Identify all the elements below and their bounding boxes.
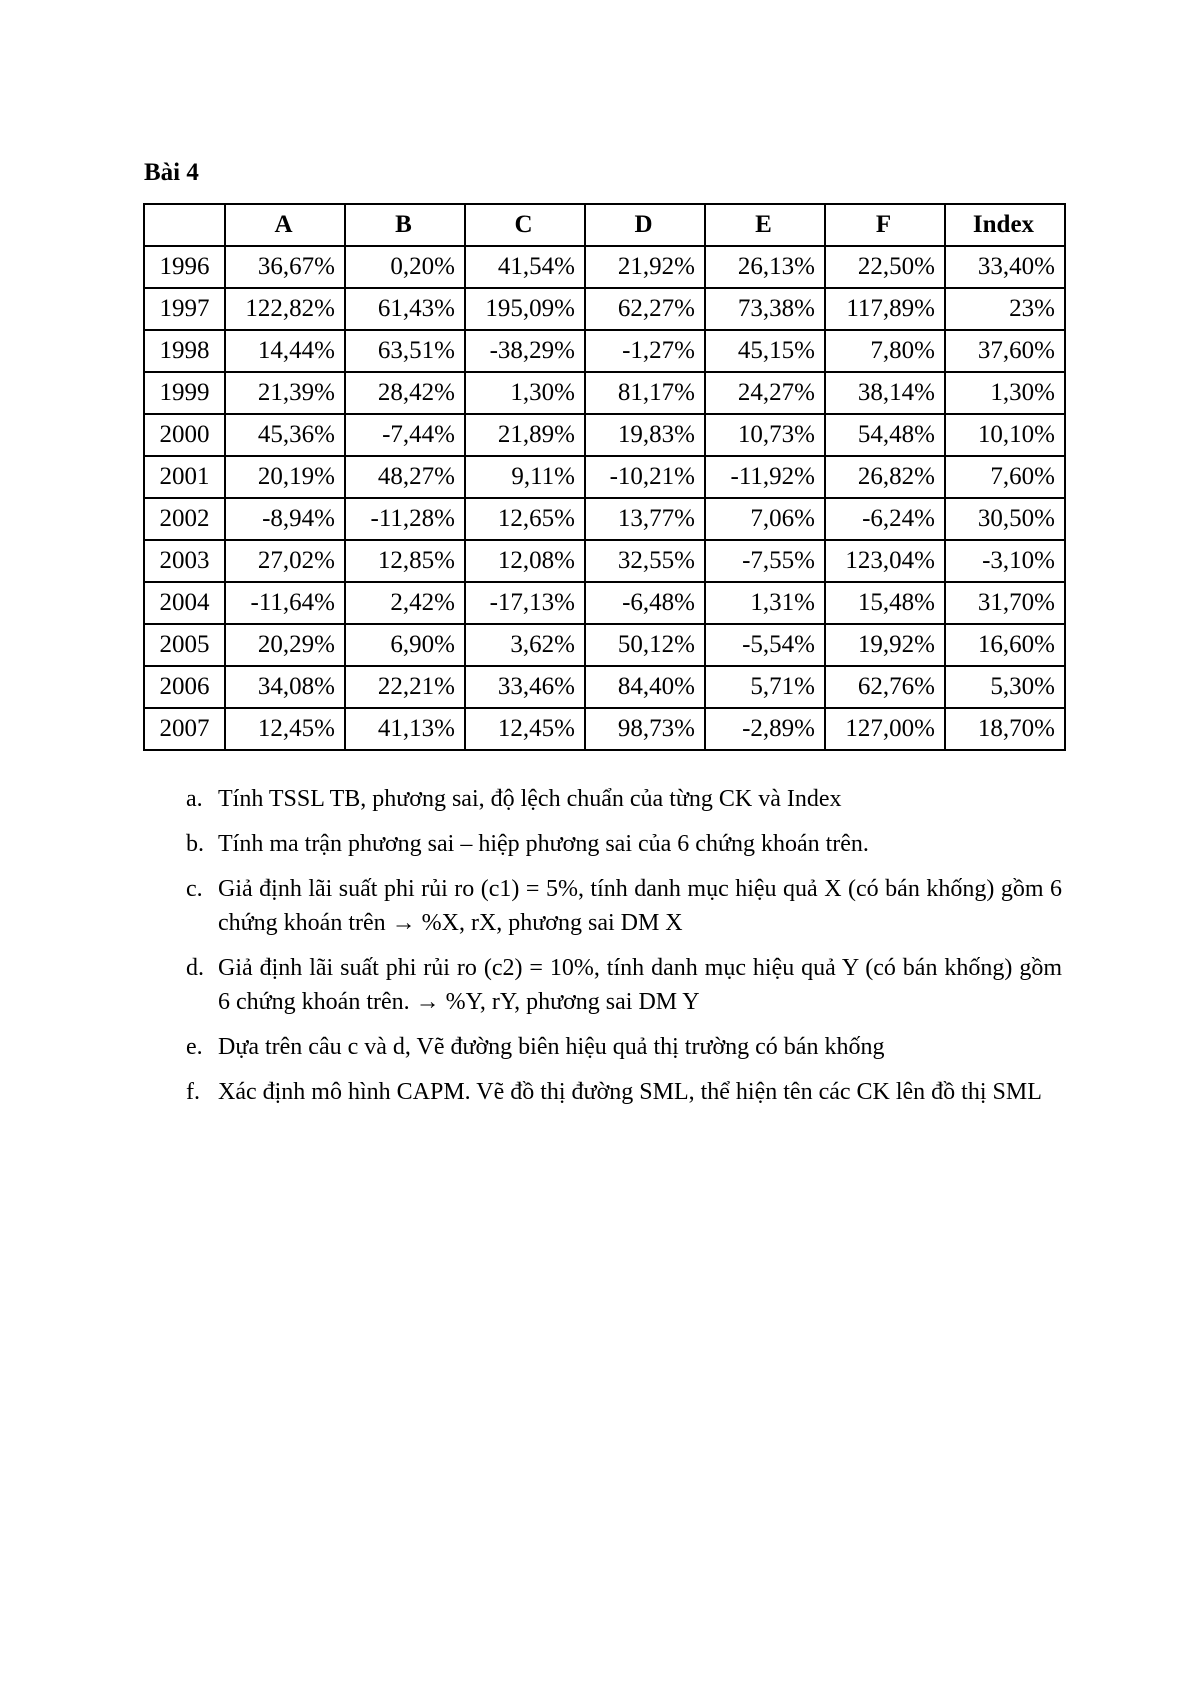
question-text: Tính TSSL TB, phương sai, độ lệch chuẩn của từng CK và Index [218, 786, 842, 812]
return-cell: 63,51% [345, 330, 465, 372]
return-cell: 34,08% [225, 666, 345, 708]
table-row [144, 456, 1065, 498]
return-cell: 36,67% [225, 246, 345, 288]
return-cell: 10,73% [705, 414, 825, 456]
table-body [144, 246, 1065, 750]
return-cell: 18,70% [945, 708, 1065, 750]
return-cell: 38,14% [825, 372, 945, 414]
return-cell: -3,10% [945, 540, 1065, 582]
return-cell: -10,21% [585, 456, 705, 498]
return-cell: 5,30% [945, 666, 1065, 708]
exercise-title: Bài 4 [144, 159, 199, 186]
return-cell: 5,71% [705, 666, 825, 708]
table-row [144, 498, 1065, 540]
return-cell: 122,82% [225, 288, 345, 330]
return-cell: 117,89% [825, 288, 945, 330]
return-cell: 31,70% [945, 582, 1065, 624]
return-cell: 21,92% [585, 246, 705, 288]
return-cell: 20,29% [225, 624, 345, 666]
return-cell: 10,10% [945, 414, 1065, 456]
column-header: E [705, 204, 825, 246]
return-cell: 6,90% [345, 624, 465, 666]
return-cell: 33,40% [945, 246, 1065, 288]
return-cell: 32,55% [585, 540, 705, 582]
return-cell: 14,44% [225, 330, 345, 372]
return-cell: 84,40% [585, 666, 705, 708]
table-row [144, 288, 1065, 330]
return-cell: 30,50% [945, 498, 1065, 540]
return-cell: 37,60% [945, 330, 1065, 372]
returns-table [143, 203, 1066, 751]
return-cell: 27,02% [225, 540, 345, 582]
return-cell: -5,54% [705, 624, 825, 666]
column-header: F [825, 204, 945, 246]
return-cell: 12,85% [345, 540, 465, 582]
return-cell: 41,54% [465, 246, 585, 288]
return-cell: 81,17% [585, 372, 705, 414]
header-corner-cell [144, 204, 225, 246]
return-cell: 21,89% [465, 414, 585, 456]
return-cell: 19,83% [585, 414, 705, 456]
return-cell: 33,46% [465, 666, 585, 708]
return-cell: 12,45% [225, 708, 345, 750]
return-cell: 15,48% [825, 582, 945, 624]
question-item [186, 827, 1062, 861]
column-header: Index [945, 204, 1065, 246]
return-cell: -6,48% [585, 582, 705, 624]
return-cell: 195,09% [465, 288, 585, 330]
return-cell: -2,89% [705, 708, 825, 750]
question-item [186, 1075, 1062, 1109]
column-header: B [345, 204, 465, 246]
return-cell: 24,27% [705, 372, 825, 414]
return-cell: 22,50% [825, 246, 945, 288]
question-text: Giả định lãi suất phi rủi ro (c1) = 5%, tính danh mục hiệu quả X (có bán khống) gồm 6 chứng khoán trên → %X, rX, phương sai DM X [218, 876, 1062, 936]
return-cell: 12,45% [465, 708, 585, 750]
question-letter: f. [186, 1079, 200, 1105]
return-cell: 12,65% [465, 498, 585, 540]
return-cell: 12,08% [465, 540, 585, 582]
return-cell: 7,60% [945, 456, 1065, 498]
return-cell: -1,27% [585, 330, 705, 372]
return-cell: 41,13% [345, 708, 465, 750]
return-cell: -11,28% [345, 498, 465, 540]
return-cell: 45,15% [705, 330, 825, 372]
year-cell: 1997 [144, 288, 225, 330]
return-cell: 3,62% [465, 624, 585, 666]
question-text: Giả định lãi suất phi rủi ro (c2) = 10%, tính danh mục hiệu quả Y (có bán khống) gồm 6 chứng khoán trên. → %Y, rY, phương sai DM Y [218, 955, 1062, 1015]
return-cell: 2,42% [345, 582, 465, 624]
return-cell: -7,44% [345, 414, 465, 456]
return-cell: -17,13% [465, 582, 585, 624]
question-item [186, 872, 1062, 940]
question-letter: c. [186, 876, 203, 902]
column-header: C [465, 204, 585, 246]
table-row [144, 414, 1065, 456]
return-cell: -11,64% [225, 582, 345, 624]
column-header: D [585, 204, 705, 246]
table-row [144, 624, 1065, 666]
return-cell: 98,73% [585, 708, 705, 750]
table-row [144, 330, 1065, 372]
return-cell: 62,27% [585, 288, 705, 330]
return-cell: 28,42% [345, 372, 465, 414]
table-header-row [144, 204, 1065, 246]
question-text: Xác định mô hình CAPM. Vẽ đồ thị đường SML, thể hiện tên các CK lên đồ thị SML [218, 1079, 1042, 1105]
return-cell: 26,13% [705, 246, 825, 288]
return-cell: 123,04% [825, 540, 945, 582]
question-letter: a. [186, 786, 203, 812]
table-row [144, 708, 1065, 750]
return-cell: 23% [945, 288, 1065, 330]
year-cell: 2005 [144, 624, 225, 666]
return-cell: 22,21% [345, 666, 465, 708]
return-cell: 50,12% [585, 624, 705, 666]
year-cell: 2007 [144, 708, 225, 750]
return-cell: -8,94% [225, 498, 345, 540]
table-row [144, 666, 1065, 708]
question-letter: b. [186, 831, 204, 857]
table-row [144, 540, 1065, 582]
return-cell: 1,30% [945, 372, 1065, 414]
return-cell: 20,19% [225, 456, 345, 498]
question-text: Tính ma trận phương sai – hiệp phương sai của 6 chứng khoán trên. [218, 831, 869, 857]
year-cell: 2001 [144, 456, 225, 498]
return-cell: -6,24% [825, 498, 945, 540]
year-cell: 2002 [144, 498, 225, 540]
return-cell: -38,29% [465, 330, 585, 372]
year-cell: 2004 [144, 582, 225, 624]
question-list [186, 782, 1062, 1120]
question-item [186, 951, 1062, 1019]
year-cell: 2006 [144, 666, 225, 708]
return-cell: 7,80% [825, 330, 945, 372]
year-cell: 1996 [144, 246, 225, 288]
question-text: Dựa trên câu c và d, Vẽ đường biên hiệu quả thị trường có bán khống [218, 1034, 885, 1060]
return-cell: 21,39% [225, 372, 345, 414]
return-cell: 54,48% [825, 414, 945, 456]
return-cell: -7,55% [705, 540, 825, 582]
question-item [186, 1030, 1062, 1064]
return-cell: 9,11% [465, 456, 585, 498]
table-row [144, 246, 1065, 288]
return-cell: 16,60% [945, 624, 1065, 666]
return-cell: 45,36% [225, 414, 345, 456]
question-letter: d. [186, 955, 204, 981]
year-cell: 2003 [144, 540, 225, 582]
return-cell: 13,77% [585, 498, 705, 540]
table-row [144, 372, 1065, 414]
year-cell: 1999 [144, 372, 225, 414]
return-cell: 62,76% [825, 666, 945, 708]
question-item [186, 782, 1062, 816]
return-cell: -11,92% [705, 456, 825, 498]
return-cell: 1,30% [465, 372, 585, 414]
return-cell: 0,20% [345, 246, 465, 288]
return-cell: 73,38% [705, 288, 825, 330]
year-cell: 2000 [144, 414, 225, 456]
question-letter: e. [186, 1034, 203, 1060]
return-cell: 127,00% [825, 708, 945, 750]
year-cell: 1998 [144, 330, 225, 372]
table-row [144, 582, 1065, 624]
return-cell: 7,06% [705, 498, 825, 540]
return-cell: 1,31% [705, 582, 825, 624]
column-header: A [225, 204, 345, 246]
return-cell: 19,92% [825, 624, 945, 666]
return-cell: 48,27% [345, 456, 465, 498]
return-cell: 61,43% [345, 288, 465, 330]
return-cell: 26,82% [825, 456, 945, 498]
